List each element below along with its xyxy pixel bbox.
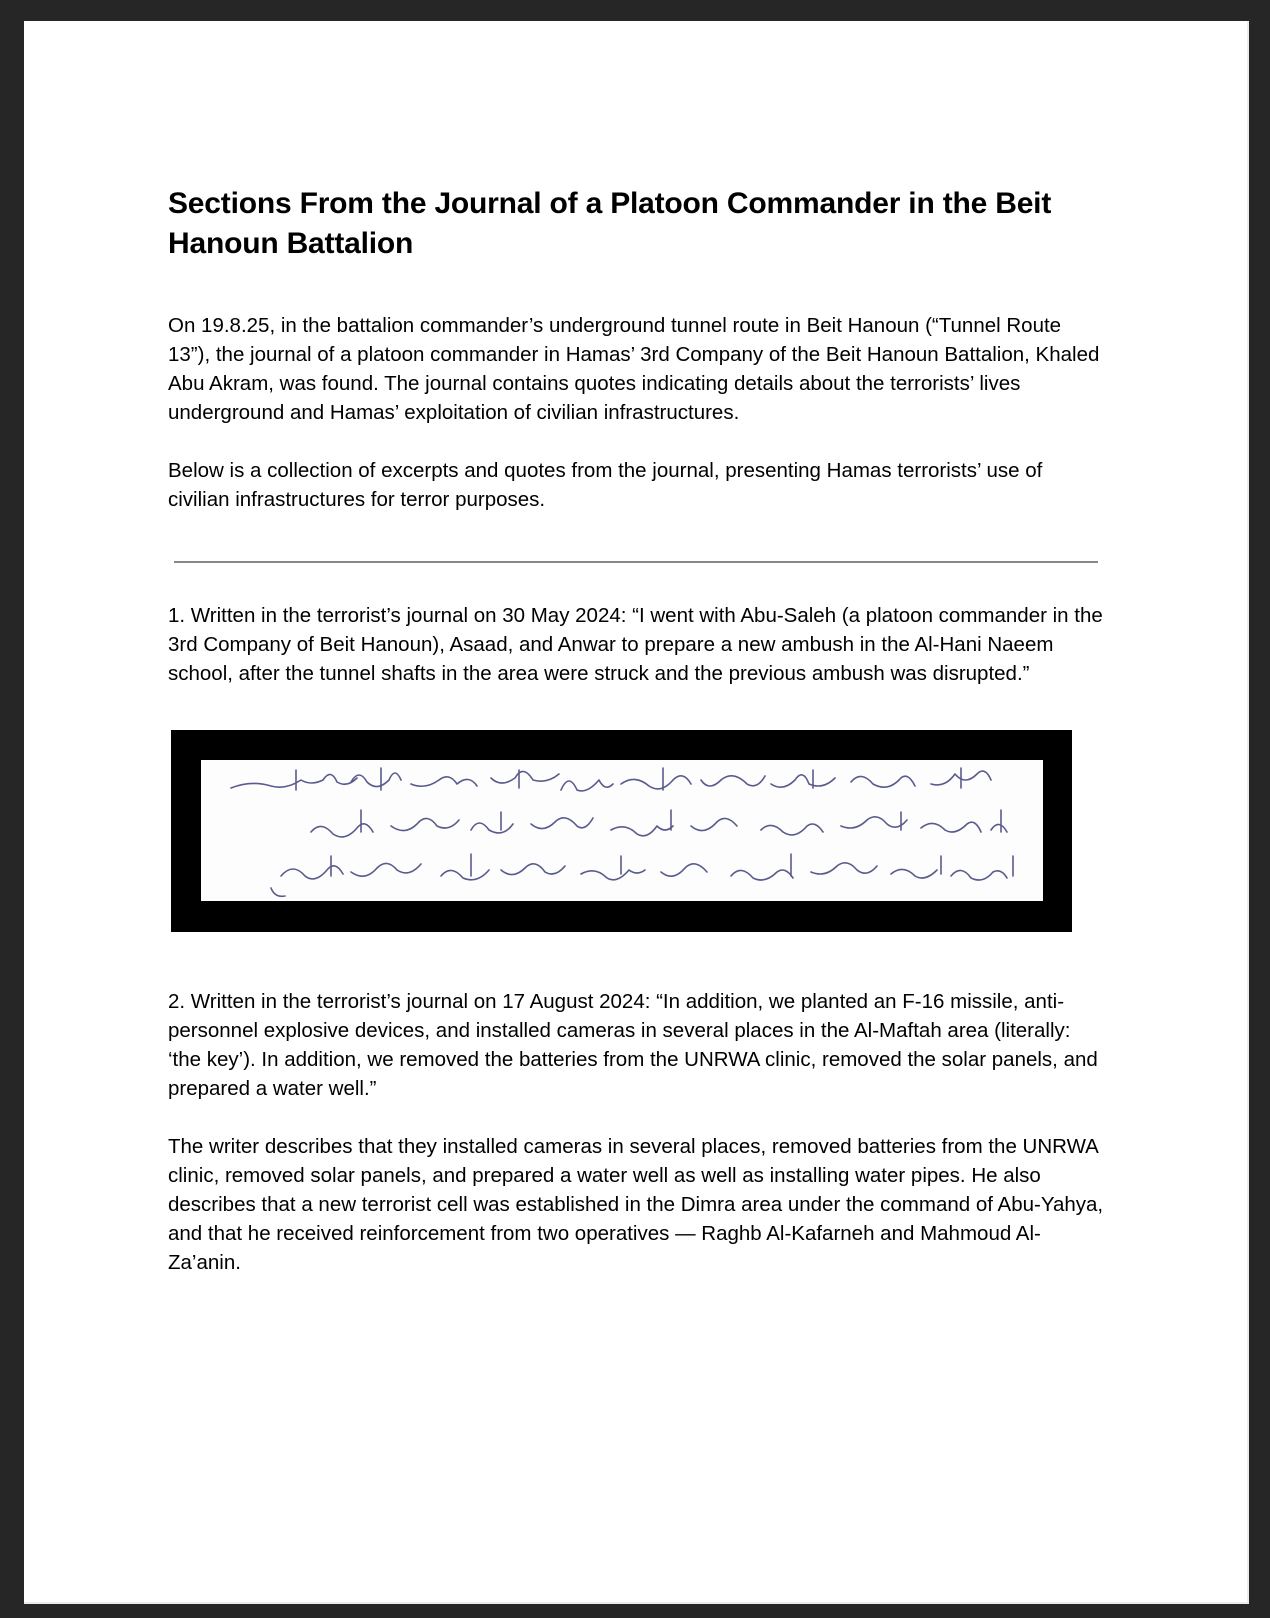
conclusion-paragraph: The writer describes that they installed cameras in several places, removed batteries from the UNRWA clinic, removed solar panels, and prepared a water well as well as installing water pipes. He also describes that a new terrorist cell was established in the Dimra area under the command of Abu-Yahya, and that he received reinforcement from two operatives — Raghb Al-Kafarneh and Mahmoud Al-Za’anin.: [168, 1135, 1104, 1274]
intro-paragraph: On 19.8.25, in the battalion commander’s underground tunnel route in Beit Hanoun (“Tunnel Route 13”), the journal of a platoon commander in Hamas’ 3rd Company of the Beit Hanoun Battalion, Khaled Abu Akram, was found. The journal contains quotes indicating details about the terrorists’ lives underground and Hamas’ exploitation of civilian infrastructures.: [168, 314, 1100, 424]
document-page: [24, 21, 1249, 1604]
handwritten-journal-image: [171, 730, 1072, 932]
section-divider: [174, 561, 1098, 563]
arabic-handwriting: [201, 760, 1043, 901]
excerpt-1: 1. Written in the terrorist’s journal on 30 May 2024: “I went with Abu-Saleh (a platoon commander in the 3rd Company of Beit Hanoun), Asaad, and Anwar to prepare a new ambush in the Al-Hani Naeem school, after the tunnel shafts in the area were struck and the previous ambush was disrupted.”: [168, 604, 1103, 685]
document-title: Sections From the Journal of a Platoon Commander in the Beit Hanoun Battalion: [168, 187, 1052, 260]
excerpt-2: 2. Written in the terrorist’s journal on 17 August 2024: “In addition, we planted an F-16 missile, anti-personnel explosive devices, and installed cameras in several places in the Al-Maftah area (literally: ‘the key’). In addition, we removed the batteries from the UNRWA clinic, removed the solar panels, and prepared a water well.”: [168, 990, 1098, 1100]
summary-paragraph: Below is a collection of excerpts and quotes from the journal, presenting Hamas terrorists’ use of civilian infrastructures for terror purposes.: [168, 459, 1043, 511]
journal-page-scan: [201, 760, 1043, 901]
